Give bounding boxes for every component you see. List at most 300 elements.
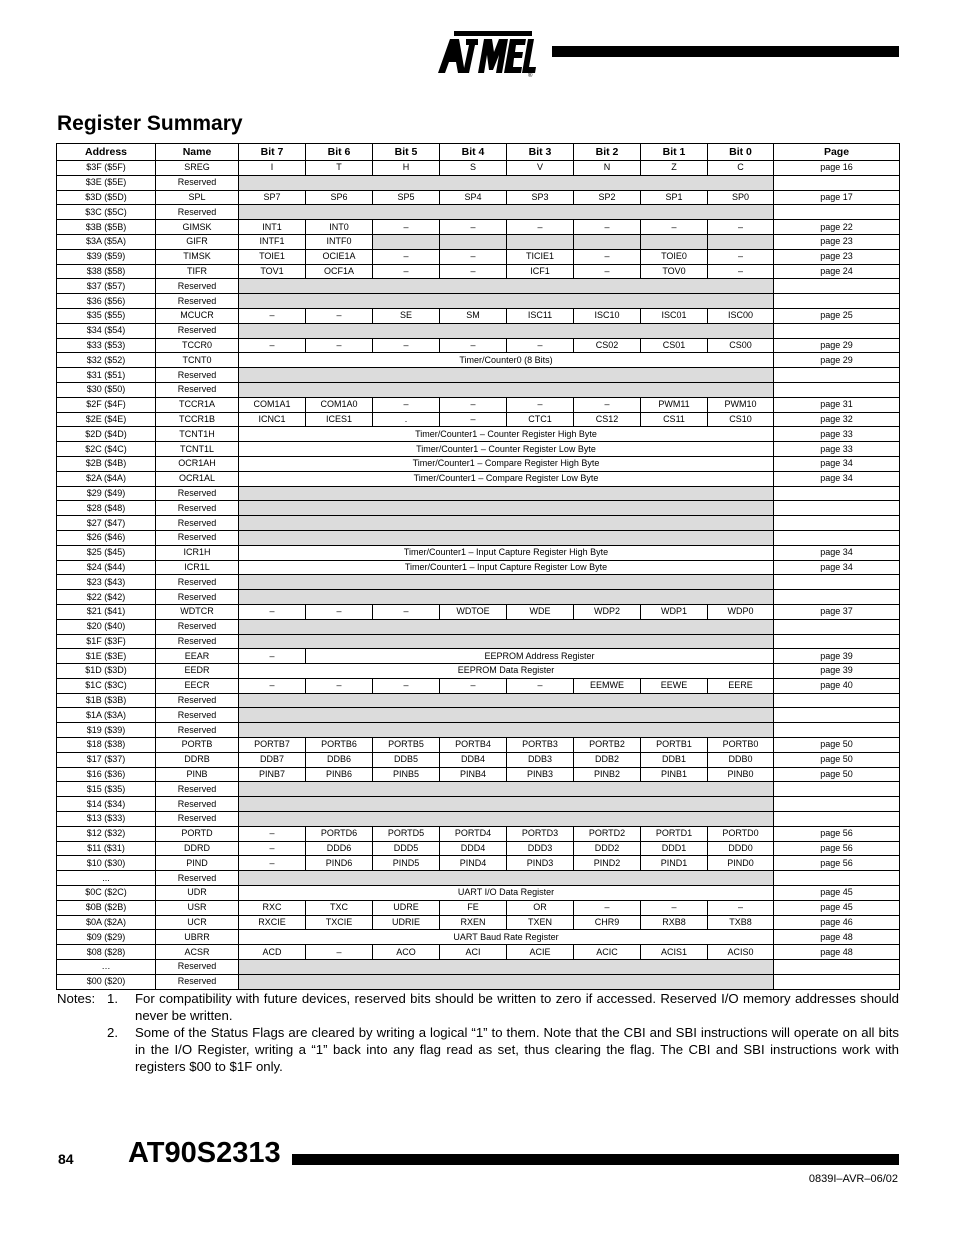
header-bit6: Bit 6 [306, 144, 373, 161]
table-row [57, 323, 900, 338]
bit-cell: – [507, 220, 574, 235]
name-cell: Reserved [156, 693, 239, 708]
bit-cell: – [507, 397, 574, 412]
bit-cell: ACIE [507, 945, 574, 960]
name-cell: Reserved [156, 382, 239, 397]
note-item [57, 1024, 899, 1075]
page-ref-cell: page 56 [774, 856, 900, 871]
table-row [57, 501, 900, 516]
bit-cell: N [574, 161, 641, 176]
table-row [57, 220, 900, 235]
address-cell: $2C ($4C) [57, 442, 156, 457]
bit-cell: CS11 [641, 412, 708, 427]
bit-cell: DDB5 [373, 752, 440, 767]
bit-cell: – [708, 220, 774, 235]
table-row [57, 708, 900, 723]
page-ref-cell [774, 708, 900, 723]
table-row [57, 841, 900, 856]
bit-cell: SP6 [306, 190, 373, 205]
bit-cell: WDE [507, 604, 574, 619]
page-ref-cell: page 23 [774, 234, 900, 249]
bit-cell: ACIS0 [708, 945, 774, 960]
bit-cell: OR [507, 900, 574, 915]
reserved-bits-cell [239, 782, 774, 797]
bit-cell: CTC1 [507, 412, 574, 427]
note-item [57, 990, 899, 1024]
bit-cell: PINB5 [373, 767, 440, 782]
reserved-bits-cell [239, 486, 774, 501]
page-ref-cell: page 34 [774, 471, 900, 486]
address-cell: $30 ($50) [57, 382, 156, 397]
name-cell: TCNT1H [156, 427, 239, 442]
bit-cell: – [440, 264, 507, 279]
address-cell: $26 ($46) [57, 530, 156, 545]
address-cell: $37 ($57) [57, 279, 156, 294]
register-span-cell: Timer/Counter0 (8 Bits) [239, 353, 774, 368]
reserved-bits-cell [239, 619, 774, 634]
page-ref-cell: page 24 [774, 264, 900, 279]
table-row [57, 738, 900, 753]
bit-cell: SP4 [440, 190, 507, 205]
address-cell: $10 ($30) [57, 856, 156, 871]
bit-cell: – [440, 412, 507, 427]
table-row [57, 368, 900, 383]
reserved-bits-cell [239, 974, 774, 989]
name-cell: TCCR0 [156, 338, 239, 353]
page-ref-cell [774, 797, 900, 812]
table-row [57, 249, 900, 264]
bit-cell: C [708, 161, 774, 176]
address-cell: $00 ($20) [57, 974, 156, 989]
page-ref-cell: page 33 [774, 442, 900, 457]
reserved-bits-cell [239, 530, 774, 545]
bit-cell: ISC00 [708, 308, 774, 323]
register-span-cell: EEPROM Data Register [239, 664, 774, 679]
name-cell: TCCR1A [156, 397, 239, 412]
page-ref-cell: page 22 [774, 220, 900, 235]
page-ref-cell [774, 960, 900, 975]
bit-cell: – [708, 264, 774, 279]
bit-cell: EERE [708, 678, 774, 693]
bit-cell: TXC [306, 900, 373, 915]
name-cell: Reserved [156, 501, 239, 516]
page-ref-cell: page 45 [774, 886, 900, 901]
table-row [57, 382, 900, 397]
address-cell: $3A ($5A) [57, 234, 156, 249]
note-text: For compatibility with future devices, reserved bits should be written to zero if accessed. Reserved I/O memory addresses should never be written. [135, 991, 899, 1023]
bit-cell: DDD6 [306, 841, 373, 856]
name-cell: Reserved [156, 175, 239, 190]
bit-cell [574, 234, 641, 249]
bit-cell: RXC [239, 900, 306, 915]
bit-cell: DDB3 [507, 752, 574, 767]
name-cell: DDRB [156, 752, 239, 767]
bit-cell: SP1 [641, 190, 708, 205]
bit-cell: PWM10 [708, 397, 774, 412]
address-cell: $3F ($5F) [57, 161, 156, 176]
bit-cell: T [306, 161, 373, 176]
address-cell: $32 ($52) [57, 353, 156, 368]
bit-cell: – [373, 220, 440, 235]
bit-cell: – [440, 220, 507, 235]
header-bit1: Bit 1 [641, 144, 708, 161]
address-cell: $36 ($56) [57, 294, 156, 309]
header-rule [552, 46, 899, 57]
name-cell: Reserved [156, 960, 239, 975]
bit-cell: SP0 [708, 190, 774, 205]
bit-cell: – [574, 397, 641, 412]
table-row [57, 234, 900, 249]
page-ref-cell: page 25 [774, 308, 900, 323]
bit-cell: DDD1 [641, 841, 708, 856]
address-cell: … [57, 960, 156, 975]
bit-cell: . [373, 412, 440, 427]
register-span-cell: UART I/O Data Register [239, 886, 774, 901]
page-ref-cell [774, 812, 900, 827]
reserved-bits-cell [239, 175, 774, 190]
table-row [57, 397, 900, 412]
bit-cell: ACIC [574, 945, 641, 960]
bit-cell: SE [373, 308, 440, 323]
bit-cell: INT0 [306, 220, 373, 235]
address-cell: $2D ($4D) [57, 427, 156, 442]
page-ref-cell: page 29 [774, 338, 900, 353]
table-row [57, 915, 900, 930]
bit-cell: COM1A0 [306, 397, 373, 412]
bit-cell: PORTB5 [373, 738, 440, 753]
notes-label: Notes: [57, 991, 96, 1006]
page-ref-cell: page 34 [774, 545, 900, 560]
table-row [57, 634, 900, 649]
name-cell: Reserved [156, 619, 239, 634]
address-cell: $3C ($5C) [57, 205, 156, 220]
page-ref-cell [774, 368, 900, 383]
bit-cell: – [306, 338, 373, 353]
register-span-cell: Timer/Counter1 – Input Capture Register Low Byte [239, 560, 774, 575]
name-cell: TIFR [156, 264, 239, 279]
document-code: 0839I–AVR–06/02 [808, 1173, 898, 1185]
bit-cell: RXB8 [641, 915, 708, 930]
name-cell: GIMSK [156, 220, 239, 235]
reserved-bits-cell [239, 501, 774, 516]
page-ref-cell [774, 693, 900, 708]
table-row [57, 664, 900, 679]
reserved-bits-cell [239, 279, 774, 294]
bit-cell: – [507, 678, 574, 693]
bit-cell: CS00 [708, 338, 774, 353]
table-row [57, 308, 900, 323]
bit-cell: H [373, 161, 440, 176]
name-cell: EECR [156, 678, 239, 693]
address-cell: $20 ($40) [57, 619, 156, 634]
reserved-bits-cell [239, 590, 774, 605]
address-cell: ... [57, 871, 156, 886]
bit-cell: – [641, 900, 708, 915]
bit-cell: – [440, 338, 507, 353]
bit-cell: Z [641, 161, 708, 176]
page-ref-cell [774, 782, 900, 797]
bit-cell: TOV1 [239, 264, 306, 279]
bit-cell [440, 234, 507, 249]
page-ref-cell: page 46 [774, 915, 900, 930]
bit-cell: TOIE0 [641, 249, 708, 264]
address-cell: $0C ($2C) [57, 886, 156, 901]
name-cell: Reserved [156, 634, 239, 649]
bit-cell: SP2 [574, 190, 641, 205]
bit-cell: PORTD4 [440, 826, 507, 841]
bit-cell: – [373, 338, 440, 353]
name-cell: Reserved [156, 871, 239, 886]
bit-cell: WDP1 [641, 604, 708, 619]
address-cell: $11 ($31) [57, 841, 156, 856]
address-cell: $1A ($3A) [57, 708, 156, 723]
table-row [57, 767, 900, 782]
page-ref-cell [774, 590, 900, 605]
bit-cell: – [574, 220, 641, 235]
header-bit5: Bit 5 [373, 144, 440, 161]
bit-cell: INTF0 [306, 234, 373, 249]
note-text: Some of the Status Flags are cleared by writing a logical “1” to them. Note that the CBI and SBI instructions will operate on all bits in the I/O Register, writing a “1” back into any flag read as set, thus clearing the flag. The CBI and SBI instructions work with registers $00 to $1F only. [135, 1025, 899, 1074]
name-cell: UDR [156, 886, 239, 901]
header-page: Page [774, 144, 900, 161]
address-cell: $2B ($4B) [57, 456, 156, 471]
table-row [57, 678, 900, 693]
bit-cell: PORTB3 [507, 738, 574, 753]
address-cell: $3E ($5E) [57, 175, 156, 190]
page-ref-cell [774, 382, 900, 397]
bit-cell [641, 234, 708, 249]
name-cell: Reserved [156, 323, 239, 338]
table-row [57, 190, 900, 205]
page-ref-cell: page 34 [774, 560, 900, 575]
bit-cell: PORTD0 [708, 826, 774, 841]
name-cell: WDTCR [156, 604, 239, 619]
bit-cell: – [373, 678, 440, 693]
address-cell: $35 ($55) [57, 308, 156, 323]
bit-cell: ICF1 [507, 264, 574, 279]
bit-cell: ISC11 [507, 308, 574, 323]
reserved-bits-cell [239, 205, 774, 220]
name-cell: Reserved [156, 279, 239, 294]
address-cell: $25 ($45) [57, 545, 156, 560]
bit-cell: ACI [440, 945, 507, 960]
address-cell: $19 ($39) [57, 723, 156, 738]
table-row [57, 693, 900, 708]
address-cell: $18 ($38) [57, 738, 156, 753]
bit-cell: ISC10 [574, 308, 641, 323]
bit-cell: SM [440, 308, 507, 323]
bit-cell: PORTB7 [239, 738, 306, 753]
bit-cell: PINB6 [306, 767, 373, 782]
bit-cell: TXCIE [306, 915, 373, 930]
address-cell: $2E ($4E) [57, 412, 156, 427]
name-cell: TCNT0 [156, 353, 239, 368]
address-cell: $1D ($3D) [57, 664, 156, 679]
reserved-bits-cell [239, 871, 774, 886]
bit-cell: PORTB6 [306, 738, 373, 753]
name-cell: ICR1H [156, 545, 239, 560]
address-cell: $2F ($4F) [57, 397, 156, 412]
name-cell: Reserved [156, 974, 239, 989]
bit-cell: PINB7 [239, 767, 306, 782]
bit-cell: WDP0 [708, 604, 774, 619]
bit-cell: PORTD3 [507, 826, 574, 841]
table-row [57, 530, 900, 545]
reserved-bits-cell [239, 323, 774, 338]
bit-cell: PIND2 [574, 856, 641, 871]
address-cell: $38 ($58) [57, 264, 156, 279]
name-cell: Reserved [156, 723, 239, 738]
bit-cell: – [641, 220, 708, 235]
page-ref-cell [774, 205, 900, 220]
address-cell: $29 ($49) [57, 486, 156, 501]
bit-cell: – [239, 604, 306, 619]
bit-cell: OCF1A [306, 264, 373, 279]
page-ref-cell: page 34 [774, 456, 900, 471]
bit-cell: UDRE [373, 900, 440, 915]
table-row [57, 604, 900, 619]
page-ref-cell: page 50 [774, 767, 900, 782]
header-bit4: Bit 4 [440, 144, 507, 161]
page-ref-cell [774, 619, 900, 634]
bit-cell: ICES1 [306, 412, 373, 427]
name-cell: DDRD [156, 841, 239, 856]
bit-cell: – [239, 649, 306, 664]
bit-cell: CS10 [708, 412, 774, 427]
bit-cell: PIND1 [641, 856, 708, 871]
bit-cell: TXB8 [708, 915, 774, 930]
bit-cell: V [507, 161, 574, 176]
page-ref-cell: page 39 [774, 664, 900, 679]
address-cell: $14 ($34) [57, 797, 156, 812]
address-cell: $3B ($5B) [57, 220, 156, 235]
bit-cell: DDB4 [440, 752, 507, 767]
reserved-bits-cell [239, 723, 774, 738]
page-ref-cell: page 48 [774, 930, 900, 945]
address-cell: $22 ($42) [57, 590, 156, 605]
bit-cell: RXEN [440, 915, 507, 930]
address-cell: $27 ($47) [57, 516, 156, 531]
register-span-cell: Timer/Counter1 – Compare Register High Byte [239, 456, 774, 471]
table-row [57, 516, 900, 531]
page-ref-cell [774, 279, 900, 294]
table-row [57, 812, 900, 827]
bit-cell: – [306, 604, 373, 619]
bit-cell: UDRIE [373, 915, 440, 930]
bit-cell: – [239, 826, 306, 841]
bit-cell: PORTB2 [574, 738, 641, 753]
register-span-cell: UART Baud Rate Register [239, 930, 774, 945]
page-ref-cell [774, 530, 900, 545]
table-row [57, 560, 900, 575]
name-cell: PIND [156, 856, 239, 871]
page-ref-cell [774, 871, 900, 886]
address-cell: $3D ($5D) [57, 190, 156, 205]
bit-cell: PORTB4 [440, 738, 507, 753]
bit-cell: INT1 [239, 220, 306, 235]
page-ref-cell: page 33 [774, 427, 900, 442]
bit-cell: – [708, 900, 774, 915]
name-cell: Reserved [156, 530, 239, 545]
page-ref-cell [774, 634, 900, 649]
table-row [57, 486, 900, 501]
table-row [57, 412, 900, 427]
address-cell: $24 ($44) [57, 560, 156, 575]
bit-cell: CS01 [641, 338, 708, 353]
table-row [57, 471, 900, 486]
page-ref-cell: page 39 [774, 649, 900, 664]
name-cell: USR [156, 900, 239, 915]
bit-cell: – [440, 397, 507, 412]
name-cell: Reserved [156, 294, 239, 309]
bit-cell: ACO [373, 945, 440, 960]
table-row [57, 456, 900, 471]
header-bit2: Bit 2 [574, 144, 641, 161]
bit-cell: PORTB1 [641, 738, 708, 753]
register-span-cell: Timer/Counter1 – Compare Register Low Byte [239, 471, 774, 486]
header-name: Name [156, 144, 239, 161]
name-cell: Reserved [156, 782, 239, 797]
table-row [57, 427, 900, 442]
page-ref-cell: page 32 [774, 412, 900, 427]
register-summary-table [56, 143, 900, 990]
address-cell: $1F ($3F) [57, 634, 156, 649]
address-cell: $23 ($43) [57, 575, 156, 590]
bit-cell: TXEN [507, 915, 574, 930]
reserved-bits-cell [239, 575, 774, 590]
page-title: Register Summary [57, 112, 243, 135]
bit-cell: – [373, 249, 440, 264]
bit-cell: ICNC1 [239, 412, 306, 427]
name-cell: SREG [156, 161, 239, 176]
page-ref-cell: page 56 [774, 841, 900, 856]
register-span-cell: Timer/Counter1 – Counter Register High Byte [239, 427, 774, 442]
page-number: 84 [58, 1151, 74, 1167]
name-cell: TCNT1L [156, 442, 239, 457]
bit-cell: – [440, 249, 507, 264]
table-header-row [57, 144, 900, 161]
table-row [57, 338, 900, 353]
table-row [57, 279, 900, 294]
bit-cell: PINB0 [708, 767, 774, 782]
page-ref-cell [774, 486, 900, 501]
bit-cell: PIND0 [708, 856, 774, 871]
table-row [57, 945, 900, 960]
bit-cell: – [708, 249, 774, 264]
bit-cell: – [306, 945, 373, 960]
page-ref-cell: page 37 [774, 604, 900, 619]
page-ref-cell: page 48 [774, 945, 900, 960]
table-row [57, 590, 900, 605]
address-cell: $21 ($41) [57, 604, 156, 619]
table-row [57, 752, 900, 767]
address-cell: $15 ($35) [57, 782, 156, 797]
svg-text:®: ® [528, 73, 533, 78]
page-ref-cell [774, 723, 900, 738]
table-row [57, 294, 900, 309]
name-cell: Reserved [156, 812, 239, 827]
address-cell: $12 ($32) [57, 826, 156, 841]
page-ref-cell: page 50 [774, 752, 900, 767]
bit-cell: DDB1 [641, 752, 708, 767]
name-cell: TIMSK [156, 249, 239, 264]
bit-cell: PORTD2 [574, 826, 641, 841]
bit-cell [373, 234, 440, 249]
address-cell: $34 ($54) [57, 323, 156, 338]
page-ref-cell [774, 575, 900, 590]
bit-cell: SP5 [373, 190, 440, 205]
bit-cell: TICIE1 [507, 249, 574, 264]
